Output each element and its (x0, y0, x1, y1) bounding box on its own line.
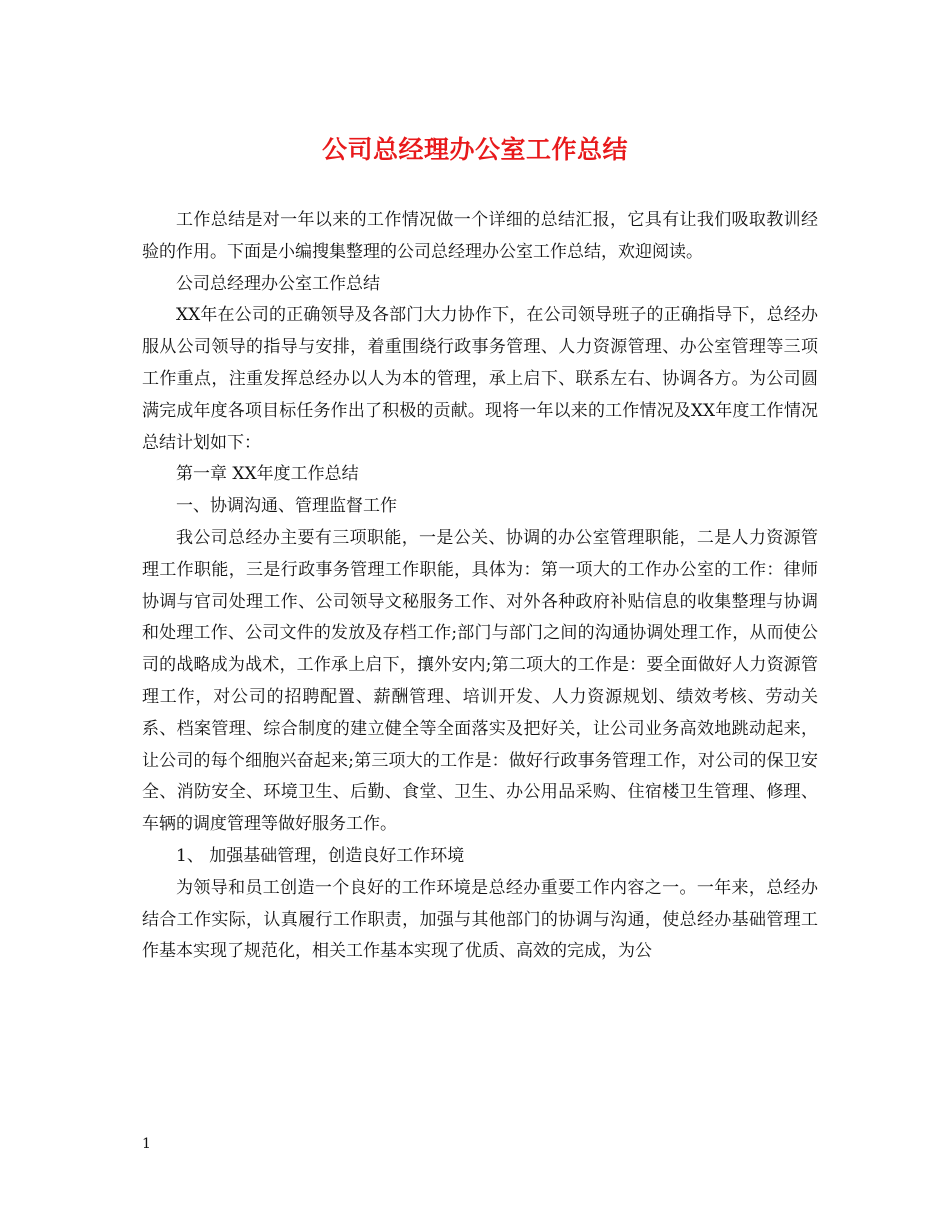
environment-paragraph: 为领导和员工创造一个良好的工作环境是总经办重要工作内容之一。一年来，总经办结合工作实际，认真履行工作职责，加强与其他部门的协调与沟通，使总经办基础管理工作基本实现了规范化，相关工作基本实现了优质、高效的完成，为公 (142, 877, 818, 962)
page-number: 1 (142, 1136, 151, 1152)
intro-paragraph: 工作总结是对一年以来的工作情况做一个详细的总结汇报，它具有让我们吸取教训经验的作用。下面是小编搜集整理的公司总经理办公室工作总结，欢迎阅读。 (142, 210, 818, 262)
document-body (142, 205, 818, 968)
chapter-heading: 第一章 XX年度工作总结 (176, 464, 359, 485)
subsection-heading: 1、 加强基础管理，创造良好工作环境 (176, 845, 465, 866)
functions-paragraph: 我公司总经办主要有三项职能，一是公关、协调的办公室管理职能，二是人力资源管理工作职能，三是行政事务管理工作职能，具体为：第一项大的工作办公室的工作：律师协调与官司处理工作、公司领导文秘服务工作、对外各种政府补贴信息的收集整理与协调和处理工作、公司文件的发放及存档工作;部门与部门之间的沟通协调处理工作，从而使公司的战略成为战术，工作承上启下，攘外安内;第二项大的工作是：要全面做好人力资源管理工作，对公司的招聘配置、薪酬管理、培训开发、人力资源规划、绩效考核、劳动关系、档案管理、综合制度的建立健全等全面落实及把好关，让公司业务高效地跳动起来，让公司的每个细胞兴奋起来;第三项大的工作是：做好行政事务管理工作，对公司的保卫安全、消防安全、环境卫生、后勤、食堂、卫生、办公用品采购、住宿楼卫生管理、修理、车辆的调度管理等做好服务工作。 (142, 527, 818, 835)
overview-paragraph: XX年在公司的正确领导及各部门大力协作下，在公司领导班子的正确指导下，总经办服从公司领导的指导与安排，着重围绕行政事务管理、人力资源管理、办公室管理等三项工作重点，注重发挥总经办以人为本的管理，承上启下、联系左右、协调各方。为公司圆满完成年度各项目标任务作出了积极的贡献。现将一年以来的工作情况及XX年度工作情况总结计划如下： (142, 305, 818, 453)
section-heading: 一、协调沟通、管理监督工作 (176, 496, 397, 517)
document-title: 公司总经理办公室工作总结 (321, 135, 628, 164)
subtitle-paragraph: 公司总经理办公室工作总结 (176, 273, 380, 294)
